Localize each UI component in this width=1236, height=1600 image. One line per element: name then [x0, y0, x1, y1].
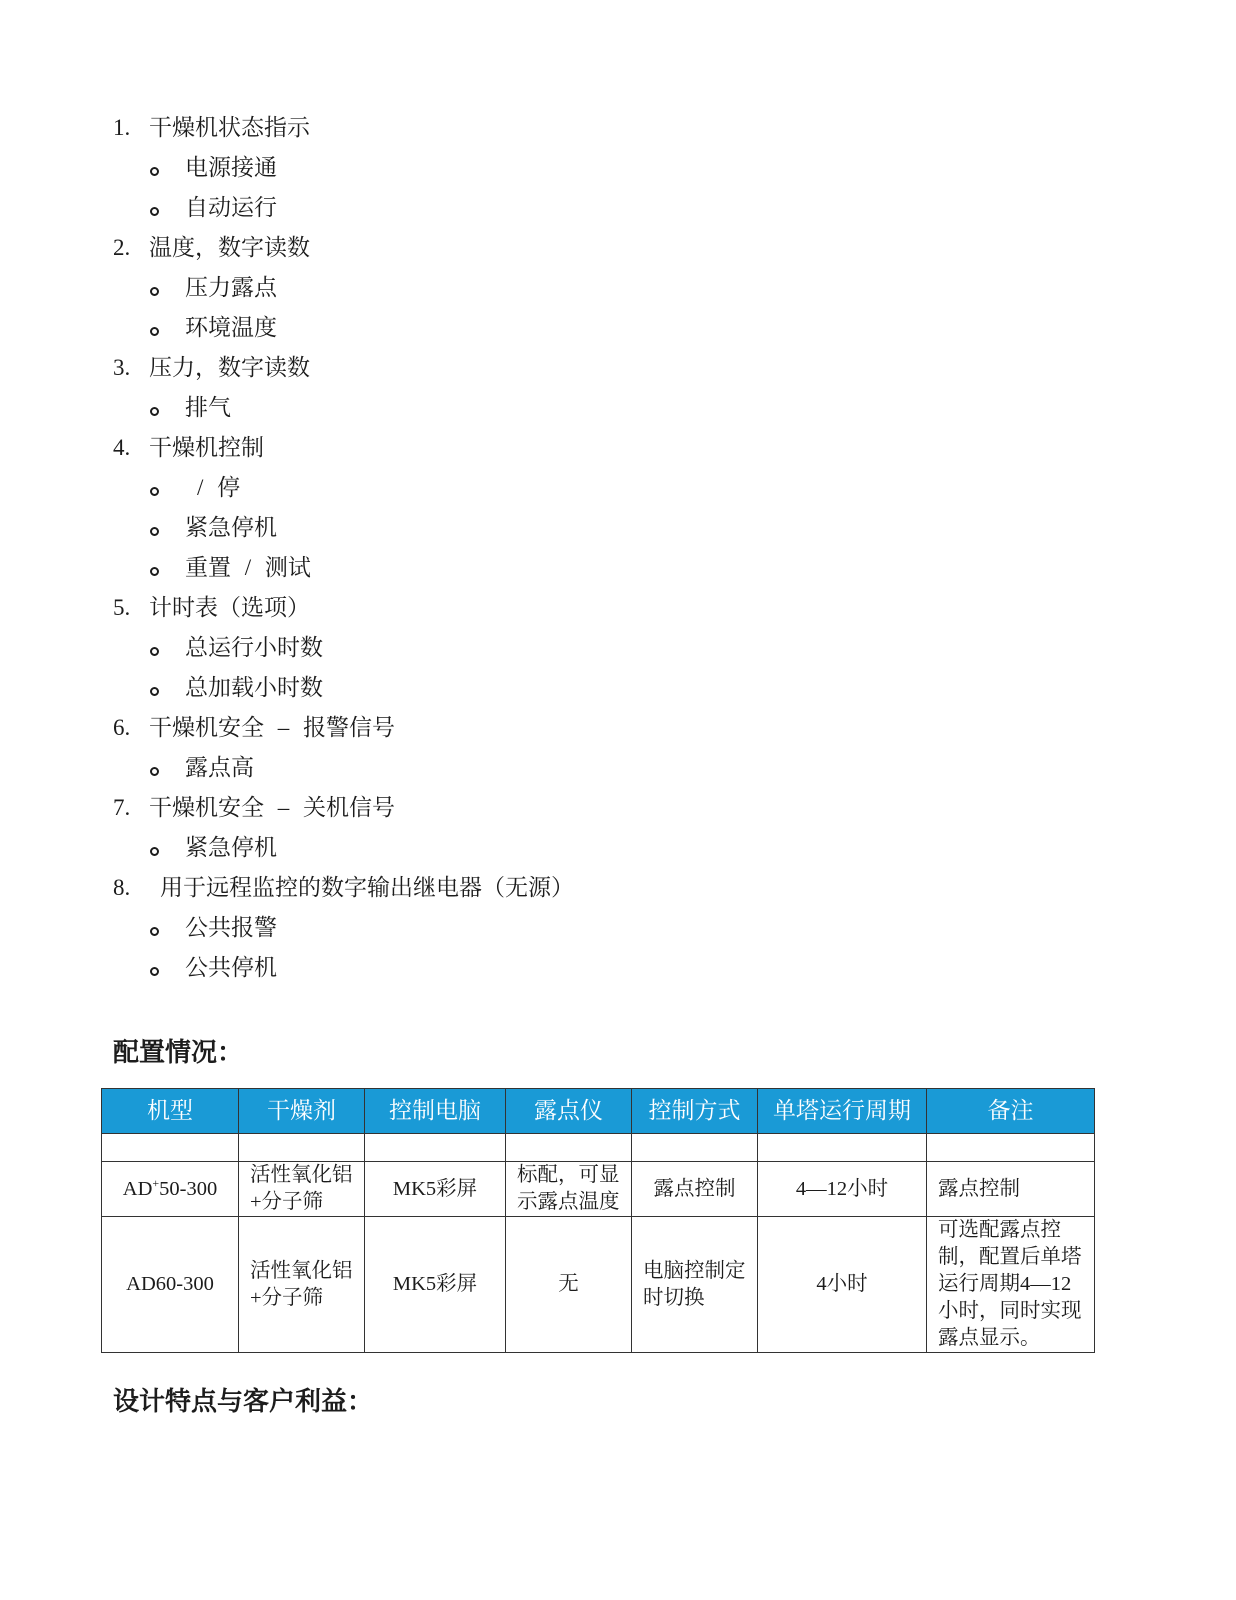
- cell-dew-point-meter: [506, 1162, 632, 1217]
- table-cell: [102, 1134, 239, 1162]
- sub-list-item: [113, 468, 574, 508]
- cell-single-tower-cycle: 4—12小时: [758, 1162, 927, 1217]
- cell-controller: MK5彩屏: [365, 1162, 506, 1217]
- list-item-text: 用于远程监控的数字输出继电器（无源）: [160, 875, 574, 900]
- table-cell: [632, 1134, 758, 1162]
- hollow-circle-bullet-icon: [150, 487, 159, 496]
- sub-list-item: [113, 668, 574, 708]
- list-item-number: 4.: [113, 435, 131, 460]
- dryer-features-list: [113, 108, 574, 988]
- list-item: [113, 108, 574, 228]
- cell-line: 时切换: [643, 1286, 705, 1309]
- cell-dew-point-meter: 无: [506, 1217, 632, 1353]
- cell-line: 活性氧化铝: [250, 1164, 353, 1186]
- list-item-line: [113, 708, 574, 748]
- sub-list-item-text: 电源接通: [185, 155, 277, 180]
- table-cell: [239, 1134, 365, 1162]
- cell-remarks: [927, 1217, 1095, 1353]
- list-item-text: 温度，数字读数: [149, 235, 310, 260]
- cell-line: +分子筛: [250, 1286, 324, 1309]
- hollow-circle-bullet-icon: [150, 287, 159, 296]
- list-item: [113, 428, 574, 588]
- sub-list-item-text: 紧急停机: [185, 515, 277, 540]
- list-item-number: 7.: [113, 795, 131, 820]
- hollow-circle-bullet-icon: [150, 687, 159, 696]
- list-item-line: [113, 108, 574, 148]
- configuration-table: [101, 1088, 1095, 1353]
- sub-list-item-text: 露点高: [185, 755, 254, 780]
- sub-list-item-text: 环境温度: [185, 315, 277, 340]
- configuration-heading: 配置情况：: [113, 1038, 244, 1067]
- sub-list-item: [113, 188, 574, 228]
- sub-list-item-text: / 停: [197, 475, 241, 500]
- table-cell: [927, 1134, 1095, 1162]
- sub-list-item-text: 公共报警: [185, 915, 277, 940]
- list-item-number: 5.: [113, 595, 131, 620]
- table-row-empty: [102, 1134, 1095, 1162]
- table-row: [102, 1162, 1095, 1217]
- cell-single-tower-cycle: 4小时: [758, 1217, 927, 1353]
- header-remarks: 备注: [927, 1089, 1095, 1134]
- hollow-circle-bullet-icon: [150, 207, 159, 216]
- hollow-circle-bullet-icon: [150, 567, 159, 576]
- model-superscript: +: [152, 1175, 160, 1190]
- sub-list-item-text: 公共停机: [185, 955, 277, 980]
- hollow-circle-bullet-icon: [150, 167, 159, 176]
- list-item-line: [113, 788, 574, 828]
- sub-list-item: [113, 908, 574, 948]
- list-item-line: [113, 348, 574, 388]
- cell-control-mode: 露点控制: [632, 1162, 758, 1217]
- cell-desiccant: [239, 1162, 365, 1217]
- sub-list-item: [113, 748, 574, 788]
- header-desiccant: 干燥剂: [239, 1089, 365, 1134]
- sub-list-item-text: 自动运行: [185, 195, 277, 220]
- cell-controller: MK5彩屏: [365, 1217, 506, 1353]
- sub-list-item: [113, 948, 574, 988]
- list-item-number: 1.: [113, 115, 131, 140]
- cell-control-mode: [632, 1217, 758, 1353]
- list-item: [113, 348, 574, 428]
- sub-list-item-text: 重置 / 测试: [185, 555, 311, 580]
- sub-list-item: [113, 548, 574, 588]
- table-header-row: [102, 1089, 1095, 1134]
- list-item: [113, 228, 574, 348]
- list-item-line: [113, 868, 574, 908]
- sub-list-item-text: 排气: [185, 395, 231, 420]
- list-item-text: 计时表（选项）: [149, 595, 310, 620]
- header-control-mode: 控制方式: [632, 1089, 758, 1134]
- cell-line: 电脑控制定: [643, 1259, 746, 1282]
- list-item-line: [113, 428, 574, 468]
- cell-line: 运行周期4—12: [938, 1273, 1072, 1295]
- sub-list-item-text: 总运行小时数: [185, 635, 323, 660]
- cell-remarks: 露点控制: [927, 1162, 1095, 1217]
- cell-line: 制，配置后单塔: [938, 1246, 1082, 1268]
- cell-line: 活性氧化铝: [250, 1259, 353, 1282]
- header-single-tower-cycle: 单塔运行周期: [758, 1089, 927, 1134]
- cell-line: 可选配露点控: [938, 1219, 1061, 1241]
- model-suffix: 50-300: [159, 1177, 218, 1200]
- sub-list-item: [113, 388, 574, 428]
- list-item-line: [113, 588, 574, 628]
- list-item-number: 8.: [113, 875, 131, 900]
- sub-list-item: [113, 828, 574, 868]
- list-item-text: 压力，数字读数: [149, 355, 310, 380]
- cell-model: AD60-300: [102, 1217, 239, 1353]
- list-item: [113, 788, 574, 868]
- hollow-circle-bullet-icon: [150, 327, 159, 336]
- hollow-circle-bullet-icon: [150, 927, 159, 936]
- sub-list-item-text: 总加载小时数: [185, 675, 323, 700]
- list-item: [113, 588, 574, 708]
- header-dew-point-meter: 露点仪: [506, 1089, 632, 1134]
- cell-line: 小时，同时实现: [938, 1300, 1082, 1322]
- sub-list-item-text: 压力露点: [185, 275, 277, 300]
- list-item: [113, 868, 574, 988]
- features-benefits-heading: 设计特点与客户利益：: [113, 1387, 374, 1416]
- table-cell: [365, 1134, 506, 1162]
- cell-line: 标配，可显: [517, 1164, 620, 1186]
- hollow-circle-bullet-icon: [150, 967, 159, 976]
- sub-list-item: [113, 148, 574, 188]
- list-item-number: 3.: [113, 355, 131, 380]
- cell-desiccant: [239, 1217, 365, 1353]
- list-item-text: 干燥机安全 – 报警信号: [149, 715, 395, 740]
- sub-list-item: [113, 508, 574, 548]
- sub-list-item-text: 紧急停机: [185, 835, 277, 860]
- hollow-circle-bullet-icon: [150, 767, 159, 776]
- list-item-line: [113, 228, 574, 268]
- cell-line: 露点显示。: [938, 1327, 1041, 1349]
- table-row: [102, 1217, 1095, 1353]
- cell-line: +分子筛: [250, 1191, 324, 1213]
- table-cell: [758, 1134, 927, 1162]
- hollow-circle-bullet-icon: [150, 647, 159, 656]
- list-item-text: 干燥机控制: [149, 435, 264, 460]
- list-item-text: 干燥机状态指示: [149, 115, 310, 140]
- list-item-text: 干燥机安全 – 关机信号: [149, 795, 395, 820]
- header-model: 机型: [102, 1089, 239, 1134]
- table-cell: [506, 1134, 632, 1162]
- list-item-number: 2.: [113, 235, 131, 260]
- sub-list-item: [113, 308, 574, 348]
- header-controller: 控制电脑: [365, 1089, 506, 1134]
- cell-model: [102, 1162, 239, 1217]
- sub-list-item: [113, 268, 574, 308]
- hollow-circle-bullet-icon: [150, 527, 159, 536]
- sub-list-item: [113, 628, 574, 668]
- list-item-number: 6.: [113, 715, 131, 740]
- hollow-circle-bullet-icon: [150, 407, 159, 416]
- cell-line: 示露点温度: [517, 1191, 620, 1213]
- list-item: [113, 708, 574, 788]
- model-base: AD: [122, 1177, 153, 1200]
- hollow-circle-bullet-icon: [150, 847, 159, 856]
